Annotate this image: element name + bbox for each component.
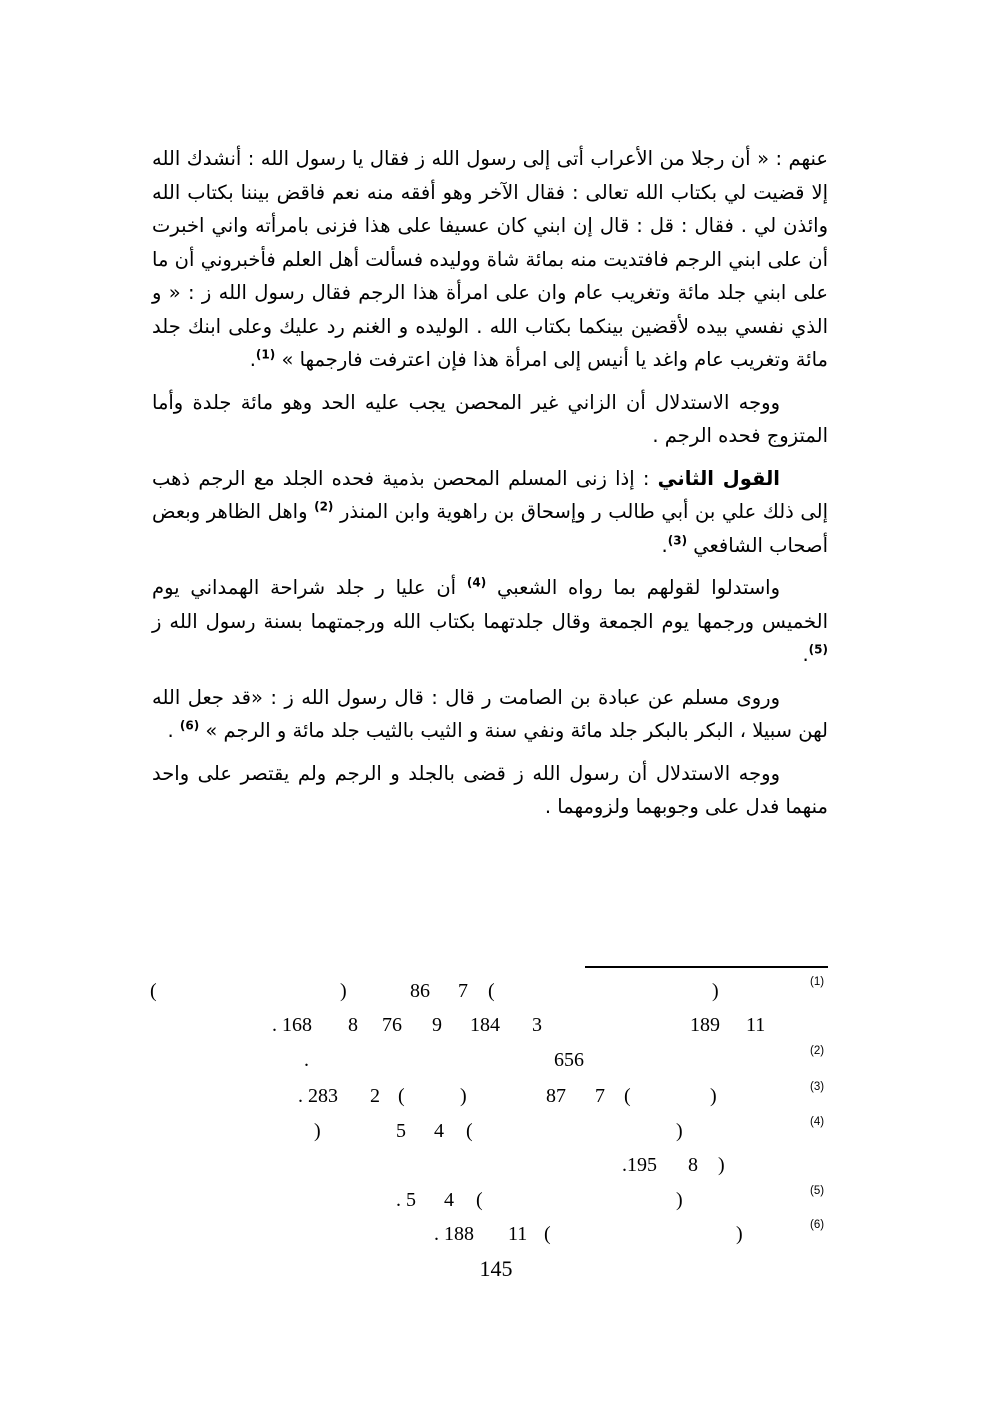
footnote-separator — [585, 966, 828, 968]
footnote-token: 87 — [546, 1085, 566, 1107]
footnote-token: . — [304, 1049, 309, 1071]
footnote-token: .195 — [622, 1154, 657, 1176]
footnote-ref-1[interactable]: (1) — [255, 347, 276, 362]
footnote-token: ) — [676, 1189, 683, 1211]
footnote-ref-3[interactable]: (3) — [667, 533, 688, 547]
footnote-token: 4 — [444, 1189, 454, 1211]
footnote-token: 7 — [595, 1085, 605, 1107]
main-text — [152, 142, 828, 824]
footnote-4-line-1 — [150, 1116, 830, 1150]
footnote-4-line-2 — [150, 1154, 830, 1184]
footnote-token: 184 — [470, 1014, 500, 1036]
paragraph-end: . — [249, 348, 256, 371]
footnote-token: ) — [718, 1154, 725, 1176]
paragraph-end: . — [802, 643, 809, 666]
footnote-ref-6[interactable]: (6) — [179, 718, 200, 733]
footnote-token: 76 — [382, 1014, 402, 1036]
footnote-token: 189 — [690, 1014, 720, 1036]
footnote-number: (5) — [810, 1185, 825, 1197]
paragraph-text: أن عليا ر جلد شراحة الهمداني يوم الخميس ورجمها يوم الجمعة وقال جلدتهما بكتاب الله ورجمتهما بسنة رسول الله ز — [152, 576, 828, 633]
footnote-token: ( — [624, 1085, 631, 1107]
footnote-token: ( — [466, 1120, 473, 1142]
footnote-token: . 168 — [272, 1014, 312, 1036]
paragraph-inference-1 — [152, 386, 828, 453]
footnote-token: ( — [476, 1189, 483, 1211]
footnote-ref-2[interactable]: (2) — [314, 499, 334, 514]
paragraph-inference-2 — [152, 757, 828, 824]
footnote-number: (3) — [810, 1081, 825, 1093]
footnote-ref-4[interactable]: (4) — [466, 575, 487, 590]
paragraph-text: وروى مسلم عن عبادة بن الصامت ر قال : قال رسول الله ز : «قد جعل الله لهن سبيلا ، البكر بالبكر جلد مائة ونفي سنة و الثيب بالثيب جلد مائة و الرجم » — [152, 685, 828, 742]
footnote-token: ( — [398, 1085, 405, 1107]
footnote-token: ( — [150, 980, 157, 1002]
paragraph-evidence — [152, 571, 828, 672]
paragraph-text: عنهم : « أن رجلا من الأعراب أتى إلى رسول الله ز فقال يا رسول الله : أنشدك الله إلا قضيت لي بكتاب الله تعالى : فقال الآخر وهو أفقه منه نعم فاقض بيننا بكتاب الله وائذن لي . فقال : قل : قال إن ابني كان عسيفا على هذا فزنى بامرأته واني اخبرت أن على ابني الرجم فافتديت منه بمائة شاة ووليده فسألت أهل العلم فأخبروني أن ما على ابني جلد مائة وتغريب عام وان على امرأة هذا الرجم فقال رسول الله ز : « و الذي نفسي بيده لأقضين بينكما بكتاب الله . الوليده و الغنم رد عليك وعلى ابنك جلد مائة وتغريب عام واغد يا أنيس إلى امرأة هذا فإن اعترفت فارجمها » — [152, 147, 828, 371]
paragraph-end: . — [167, 719, 180, 742]
paragraph-text: : إذا زنى المسلم المحصن بذمية فحده الجلد مع الرجم ذهب إلى ذلك علي بن أبي طالب ر وإسحاق بن راهوية وابن المنذر — [152, 466, 829, 523]
footnote-token: . 5 — [396, 1189, 416, 1211]
footnote-token: 7 — [458, 980, 468, 1002]
paragraph-text: واهل الظاهر وبعض أصحاب الشافعي — [152, 500, 828, 557]
footnote-number: (6) — [810, 1219, 825, 1231]
footnote-token: ) — [314, 1120, 321, 1142]
footnote-token: 11 — [746, 1014, 766, 1036]
footnote-5-line-1 — [150, 1185, 830, 1219]
paragraph-muslim-narration — [152, 681, 828, 748]
footnote-3-line-1 — [150, 1081, 830, 1115]
footnote-number: (4) — [810, 1116, 825, 1128]
footnote-token: ) — [710, 1085, 717, 1107]
footnote-token: ) — [676, 1120, 683, 1142]
footnote-token: 8 — [688, 1154, 698, 1176]
footnote-token: ) — [736, 1223, 743, 1245]
paragraph-hadith — [152, 142, 828, 377]
section-heading: القول الثاني — [657, 466, 780, 490]
paragraph-end: . — [661, 533, 668, 557]
footnote-1-line-1 — [150, 976, 830, 1010]
footnote-number: (2) — [810, 1045, 825, 1057]
footnote-token: ( — [488, 980, 495, 1002]
footnote-token: 3 — [532, 1014, 542, 1036]
footnote-token: ( — [544, 1223, 551, 1245]
footnote-token: ) — [460, 1085, 467, 1107]
footnote-token: 9 — [432, 1014, 442, 1036]
footnote-token: . 188 — [434, 1223, 474, 1245]
paragraph-text: ووجه الاستدلال أن رسول الله ز قضى بالجلد و الرجم ولم يقتصر على واحد منهما فدل على وجوبهما ولزومهما . — [152, 761, 828, 818]
footnote-token: ) — [340, 980, 347, 1002]
footnote-token: 11 — [508, 1223, 528, 1245]
footnote-token: . 283 — [298, 1085, 338, 1107]
paragraph-text: واستدلوا لقولهم بما رواه الشعبي — [486, 576, 780, 599]
footnote-ref-5[interactable]: (5) — [808, 642, 828, 657]
paragraph-second-opinion — [152, 462, 828, 563]
footnote-token: 656 — [554, 1049, 584, 1071]
footnote-2-line-1 — [150, 1045, 830, 1079]
footnote-token: 8 — [348, 1014, 358, 1036]
footnote-1-line-2 — [150, 1014, 830, 1044]
footnote-token: ) — [712, 980, 719, 1002]
page-number: 145 — [479, 1256, 513, 1281]
footnote-token: 2 — [370, 1085, 380, 1107]
footnote-number: (1) — [810, 976, 825, 988]
footnote-token: 5 — [396, 1120, 406, 1142]
footnote-token: 4 — [434, 1120, 444, 1142]
paragraph-text: ووجه الاستدلال أن الزاني غير المحصن يجب عليه الحد وهو مائة جلدة وأما المتزوج فحده الرجم . — [152, 390, 828, 447]
footnote-6-line-1 — [150, 1219, 830, 1253]
footnote-token: 86 — [410, 980, 430, 1002]
